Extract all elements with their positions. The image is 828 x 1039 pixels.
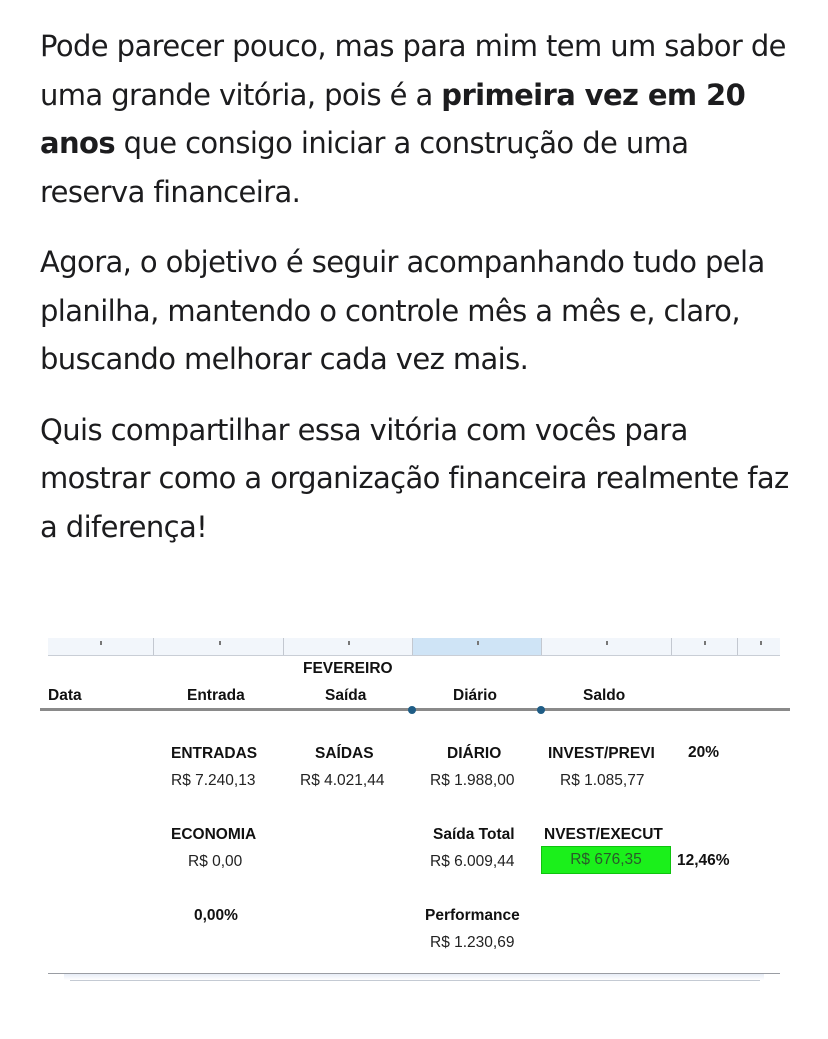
spreadsheet-screenshot bbox=[40, 630, 790, 985]
column-header-selected[interactable] bbox=[412, 638, 542, 655]
paragraph-2: Agora, o objetivo é seguir acompanhando tudo pela planilha, mantendo o controle mês a mês e, claro, buscando melhorar cada vez mais. bbox=[40, 245, 765, 376]
diario-label: DIÁRIO bbox=[447, 745, 502, 762]
paragraph-1-bold: primeira vez em 20 anos bbox=[40, 77, 746, 160]
column-header[interactable] bbox=[541, 638, 672, 655]
economia-value: R$ 0,00 bbox=[188, 853, 243, 870]
paragraph-1-text-end: que consigo iniciar a construção de uma reserva financeira. bbox=[40, 126, 689, 209]
paragraph-1 bbox=[40, 22, 800, 216]
invest-previ-label: INVEST/PREVI bbox=[548, 745, 655, 762]
column-header[interactable] bbox=[153, 638, 284, 655]
invest-execut-highlight-cell[interactable] bbox=[541, 846, 671, 874]
paragraph-3: Quis compartilhar essa vitória com vocês para mostrar como a organização financeira realmente faz a diferença! bbox=[40, 412, 789, 544]
entradas-label: ENTRADAS bbox=[171, 745, 258, 762]
invest-previ-percent: 20% bbox=[688, 744, 720, 761]
paragraph-1-text: Pode parecer pouco, mas para mim tem um sabor de uma grande vitória, pois é a bbox=[40, 29, 786, 112]
column-header[interactable] bbox=[283, 638, 413, 655]
column-label-saida: Saída bbox=[325, 687, 367, 704]
invest-previ-value: R$ 1.085,77 bbox=[560, 772, 645, 789]
performance-value: R$ 1.230,69 bbox=[430, 934, 515, 951]
column-header[interactable] bbox=[48, 638, 153, 655]
column-label-entrada: Entrada bbox=[187, 687, 245, 704]
invest-execut-value: R$ 676,35 bbox=[570, 851, 642, 868]
freeze-handle-icon[interactable] bbox=[408, 706, 416, 714]
economia-percent: 0,00% bbox=[194, 907, 238, 924]
column-header[interactable] bbox=[671, 638, 738, 655]
freeze-handle-icon[interactable] bbox=[537, 706, 545, 714]
performance-label: Performance bbox=[425, 907, 520, 924]
entradas-value: R$ 7.240,13 bbox=[171, 772, 256, 789]
column-label-diario: Diário bbox=[453, 687, 497, 704]
post-body bbox=[40, 22, 800, 573]
invest-execut-label: NVEST/EXECUT bbox=[544, 826, 663, 843]
column-header-bar bbox=[48, 638, 780, 656]
saida-total-label: Saída Total bbox=[433, 826, 515, 843]
diario-value: R$ 1.988,00 bbox=[430, 772, 515, 789]
sheet-bottom-line bbox=[70, 980, 760, 981]
saida-total-value: R$ 6.009,44 bbox=[430, 853, 515, 870]
economia-label: ECONOMIA bbox=[171, 826, 257, 843]
saidas-label: SAÍDAS bbox=[315, 745, 374, 762]
month-title: FEVEREIRO bbox=[303, 660, 393, 677]
saidas-value: R$ 4.021,44 bbox=[300, 772, 385, 789]
column-header[interactable] bbox=[737, 638, 781, 655]
column-label-data: Data bbox=[48, 687, 82, 704]
invest-execut-percent: 12,46% bbox=[677, 852, 730, 869]
column-label-saldo: Saldo bbox=[583, 687, 626, 704]
